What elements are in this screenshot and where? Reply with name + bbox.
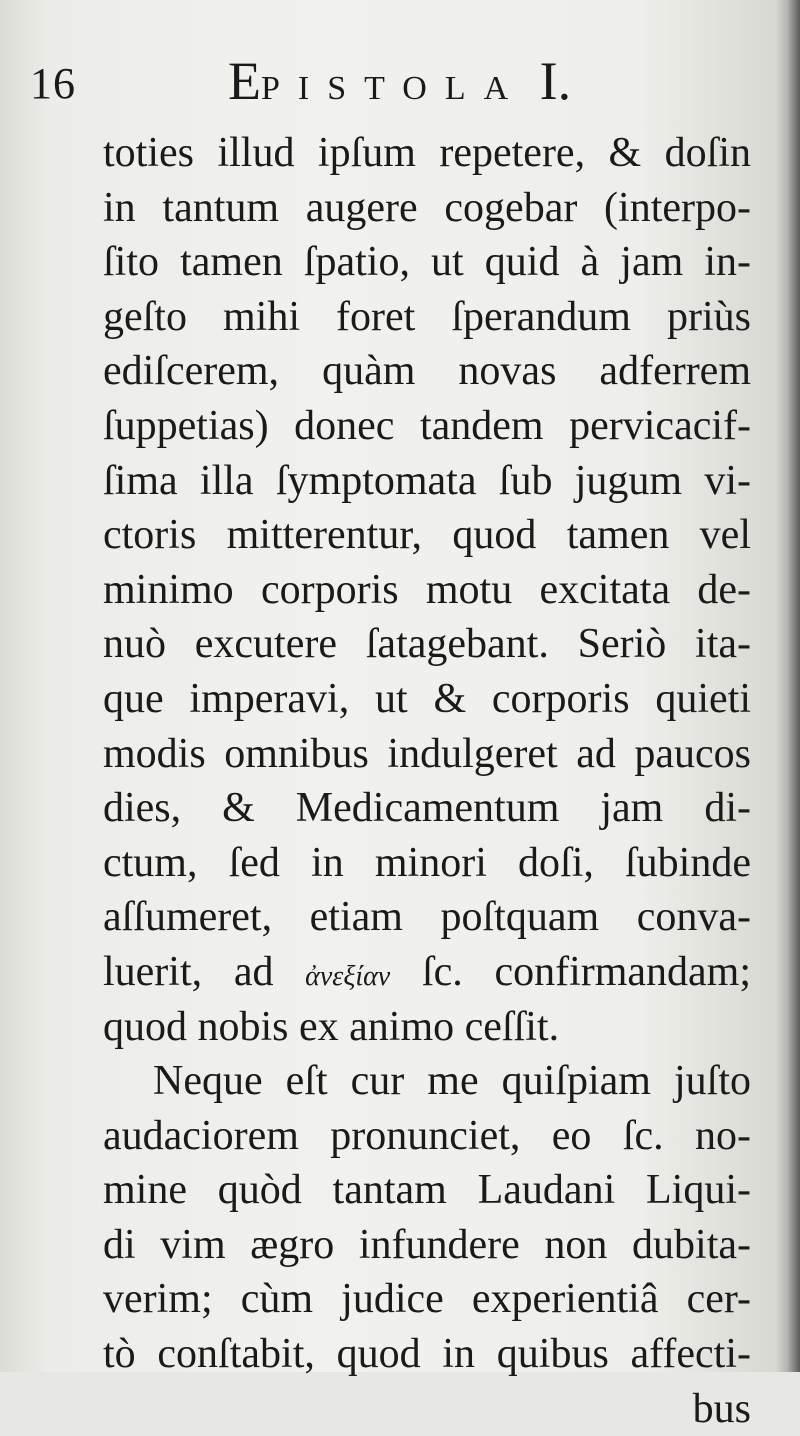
text-line-mixed [103,945,751,1000]
body-text [103,126,751,1436]
text-line: audaciorem pronunciet, eo ſc. no- [103,1112,751,1159]
text-line: ctoris mitterentur, quod tamen vel [103,512,751,559]
text-line: que imperavi, ut & corporis quieti [103,675,751,722]
running-head-numeral: I. [539,51,572,111]
text-segment: ſc. confirmandam; [421,948,752,995]
text-line: dies, & Medicamentum jam di- [103,785,751,832]
page-number: 16 [30,59,76,108]
catchword: bus [692,1385,751,1432]
running-head-word: PISTOLA [261,70,527,107]
text-line: minimo corporis motu excitata de- [103,566,751,613]
paragraph-first-line: Neque eſt cur me quiſpiam juſto [153,1058,751,1105]
text-line: modis omnibus indulgeret ad paucos [103,730,751,777]
text-line: di vim ægro infundere non dubita- [103,1221,751,1268]
text-line: mine quòd tantam Laudani Liqui- [103,1167,751,1214]
text-line: ctum, ſed in minori doſi, ſubinde [103,839,751,886]
text-line: aſſumeret, etiam poſtquam conva- [103,894,751,941]
text-line: ſima illa ſymptomata ſub jugum vi- [103,457,751,504]
running-head-initial: E [228,51,261,111]
text-line: ſuppetias) donec tandem pervicacif- [103,402,751,449]
greek-word: ἀνεξίαν [305,960,391,992]
text-segment: luerit, ad [103,948,274,995]
text-line: nuò excutere ſatagebant. Seriò ita- [103,621,751,668]
text-line: geſto mihi foret ſperandum priùs [103,293,751,340]
text-line: tò conſtabit, quod in quibus affecti- [103,1331,751,1378]
text-line: ediſcerem, quàm novas adferrem [103,348,751,395]
text-line: verim; cùm judice experientiâ cer- [103,1276,751,1323]
text-line: toties illud ipſum repetere, & doſin [103,130,751,176]
text-line: quod nobis ex animo ceſſit. [103,1003,560,1050]
page-edge-shadow [786,0,800,1372]
text-line: ſito tamen ſpatio, ut quid à jam in- [103,239,751,286]
text-line: in tantum augere cogebar (interpo- [103,184,751,231]
running-head [228,50,648,112]
